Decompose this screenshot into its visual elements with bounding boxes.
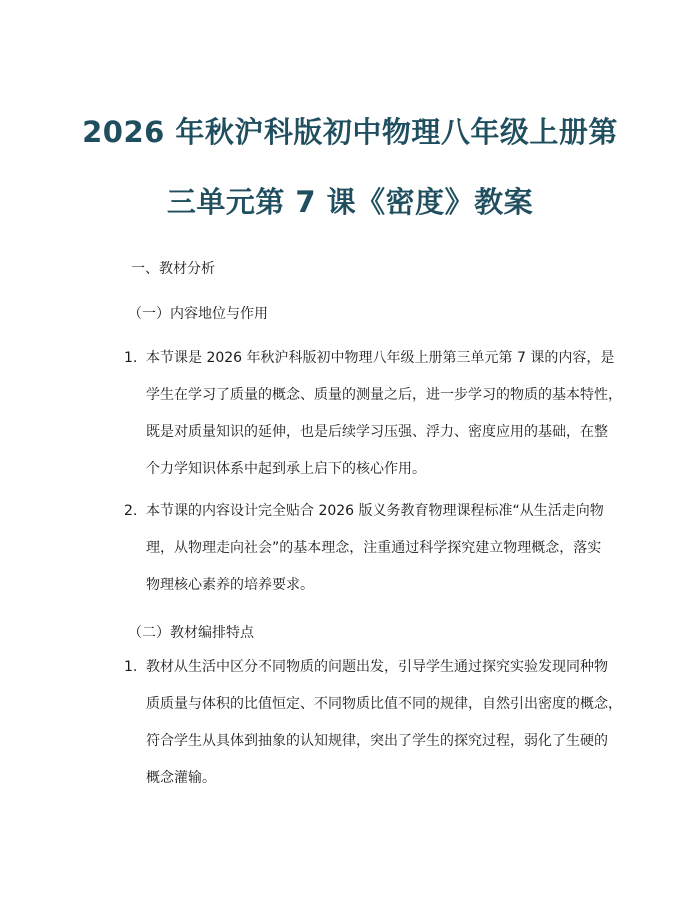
list-item-number: 1. xyxy=(124,350,138,366)
paragraph-line: 本节课的内容设计完全贴合 2026 版义务教育物理课程标准“从生活走向物 xyxy=(146,503,604,519)
paragraph-line: 既是对质量知识的延伸，也是后续学习压强、浮力、密度应用的基础，在整 xyxy=(146,424,608,440)
paragraph-line: 个力学知识体系中起到承上启下的核心作用。 xyxy=(146,461,426,477)
document-title-line-2: 三单元第 7 课《密度》教案 xyxy=(166,185,534,219)
paragraph-line: 本节课是 2026 年秋沪科版初中物理八年级上册第三单元第 7 课的内容，是 xyxy=(146,350,615,366)
paragraph-line: 理，从物理走向社会”的基本理念，注重通过科学探究建立物理概念，落实 xyxy=(146,540,602,556)
paragraph-line: 符合学生从具体到抽象的认知规律，突出了学生的探究过程，弱化了生硬的 xyxy=(146,733,608,749)
list-item-number: 1. xyxy=(124,659,138,675)
paragraph-line: 教材从生活中区分不同物质的问题出发，引导学生通过探究实验发现同种物 xyxy=(146,659,608,675)
subsection-heading-compilation-features: （二）教材编排特点 xyxy=(128,625,254,641)
paragraph-line: 概念灌输。 xyxy=(146,770,216,786)
document-title-line-1: 2026 年秋沪科版初中物理八年级上册第 xyxy=(82,115,618,149)
paragraph-line: 物理核心素养的培养要求。 xyxy=(146,577,314,593)
section-heading-teaching-material-analysis: 一、教材分析 xyxy=(131,261,215,277)
list-item-number: 2. xyxy=(124,503,138,519)
paragraph-line: 学生在学习了质量的概念、质量的测量之后，进一步学习的物质的基本特性， xyxy=(146,387,622,403)
paragraph-line: 质质量与体积的比值恒定、不同物质比值不同的规律，自然引出密度的概念， xyxy=(146,696,622,712)
subsection-heading-content-position: （一）内容地位与作用 xyxy=(128,306,268,322)
